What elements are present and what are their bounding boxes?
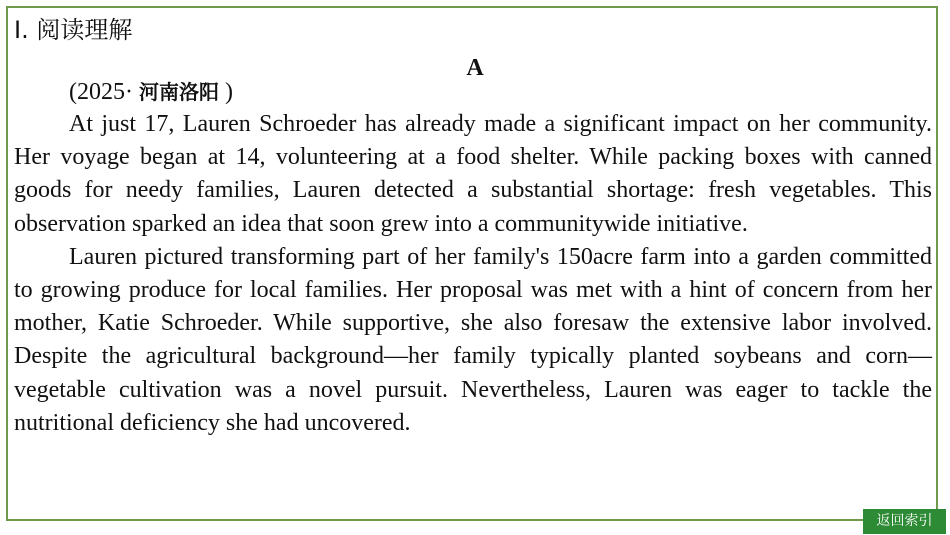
source-close: ) [218,79,233,105]
return-index-button[interactable]: 返回索引 [863,509,946,534]
section-title: I. 阅读理解 [14,16,133,44]
source-place: 河南洛阳 [138,80,219,104]
paragraph-1: At just 17, Lauren Schroeder has already made a significant impact on her community. Her voyage began at 14, volunteering at a food shelter. While packing boxes with canned goods for needy families, Lauren detected a substantial shortage: fresh vegetables. This observation sparked an idea that soon grew into a communitywide initiative. [14,111,932,237]
source-open: (2025· [69,79,139,105]
passage-letter: A [466,55,484,81]
passage-source [69,76,233,108]
passage-body [14,108,932,440]
paragraph-2: Lauren pictured transforming part of her family's 150acre farm into a garden committed to growing produce for local families. Her proposal was met with a hint of concern from her mother, Katie Schroeder. While supportive, she also foresaw the extensive labor involved. Despite the agricultural background—her family typically planted soybeans and corn—vegetable cultivation was a novel pursuit. Nevertheless, Lauren was eager to tackle the nutritional deficiency she had uncovered. [14,243,932,436]
